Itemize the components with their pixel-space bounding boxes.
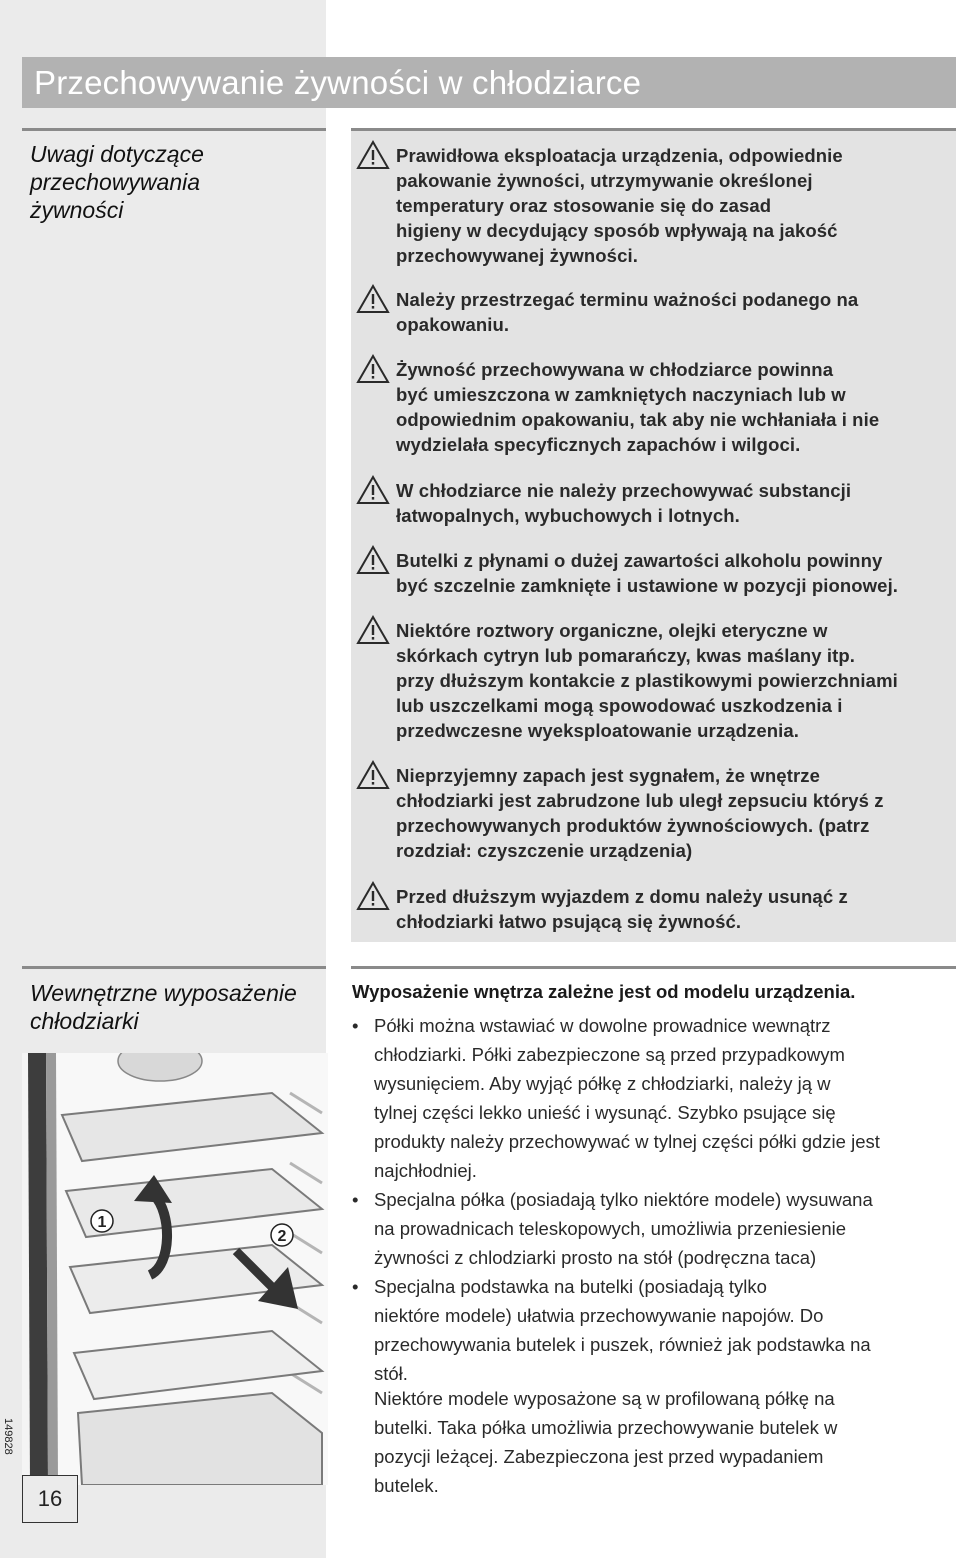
equipment-lead-text: Wyposażenie wnętrza zależne jest od modelu urządzenia. xyxy=(352,981,856,1002)
warning-line: przy dłuższym kontakcie z plastikowymi powierzchniami xyxy=(396,670,898,691)
warning-triangle-icon xyxy=(356,475,396,528)
warning-text xyxy=(396,884,848,934)
warning-line: W chłodziarce nie należy przechowywać substancji xyxy=(396,480,852,501)
warning-line: przechowywanej żywności. xyxy=(396,245,638,266)
warning-item xyxy=(356,478,946,528)
warning-line: przechowywanych produktów żywnościowych. (patrz xyxy=(396,815,870,836)
equipment-bullet-list xyxy=(352,1011,952,1388)
warning-line: higieny w decydujący sposób wpływają na jakość xyxy=(396,220,838,241)
warning-line: temperatury oraz stosowanie się do zasad xyxy=(396,195,772,216)
warning-triangle-icon xyxy=(356,760,396,863)
bullet-line: tylnej części lekko unieść i wysunąć. Szybko psujące się xyxy=(374,1102,836,1123)
bullet-item xyxy=(352,1011,952,1185)
warning-text xyxy=(396,287,858,337)
warning-line: Niektóre roztwory organiczne, olejki eteryczne w xyxy=(396,620,828,641)
bullet-item xyxy=(352,1272,952,1388)
bullet-item xyxy=(352,1185,952,1272)
warning-line: pakowanie żywności, utrzymywanie określonej xyxy=(396,170,813,191)
bullet-line: wysunięciem. Aby wyjąć półkę z chłodziarki, należy ją w xyxy=(374,1073,831,1094)
warning-item xyxy=(356,287,946,337)
warning-line: Należy przestrzegać terminu ważności podanego na xyxy=(396,289,859,310)
warning-line: rozdział: czyszczenie urządzenia) xyxy=(396,840,693,861)
warning-triangle-icon xyxy=(356,354,396,457)
warning-triangle-icon xyxy=(356,881,396,934)
bullet-line: na prowadnicach teleskopowych, umożliwia przeniesienie xyxy=(374,1218,847,1239)
bullet-line: Specjalna półka (posiadają tylko niektóre modele) wysuwana xyxy=(374,1189,873,1210)
heading-line: Uwagi dotyczące xyxy=(30,141,204,167)
svg-text:1: 1 xyxy=(97,1214,107,1231)
warning-item xyxy=(356,143,946,268)
warning-line: być umieszczona w zamkniętych naczyniach lub w xyxy=(396,384,846,405)
heading-line: żywności xyxy=(30,197,124,223)
door-edge xyxy=(28,1053,48,1485)
bullet-line: stół. xyxy=(374,1363,408,1384)
warning-line: chłodziarki jest zabrudzone lub uległ zepsuciu któryś z xyxy=(396,790,884,811)
warning-line: przedwczesne wyeksploatowanie urządzenia. xyxy=(396,720,800,741)
bottle-shelf-note xyxy=(374,1384,934,1500)
section-rule-right-2 xyxy=(351,966,956,969)
note-line: pozycji leżącej. Zabezpieczona jest przed wypadaniem xyxy=(374,1446,824,1467)
callout-2 xyxy=(271,1224,293,1246)
note-line: butelek. xyxy=(374,1475,439,1496)
warning-text xyxy=(396,548,898,598)
bullet-line: Półki można wstawiać w dowolne prowadnice wewnątrz xyxy=(374,1015,831,1036)
warning-line: łatwopalnych, wybuchowych i lotnych. xyxy=(396,505,740,526)
bullet-dot: • xyxy=(352,1015,359,1036)
warning-line: być szczelnie zamknięte i ustawione w pozycji pionowej. xyxy=(396,575,899,596)
warning-line: wydzielała specyficznych zapachów i wilgoci. xyxy=(396,434,801,455)
note-line: Niektóre modele wyposażone są w profilowaną półkę na xyxy=(374,1388,835,1409)
warning-line: odpowiednim opakowaniu, tak aby nie wchłaniała i nie xyxy=(396,409,880,430)
heading-line: chłodziarki xyxy=(30,1008,139,1034)
warning-text xyxy=(396,143,843,268)
warning-line: Przed dłuższym wyjazdem z domu należy usunąć z xyxy=(396,886,848,907)
warning-line: lub uszczelkami mogą spowodować uszkodzenia i xyxy=(396,695,843,716)
warning-triangle-icon xyxy=(356,615,396,743)
section-heading-storage-notes xyxy=(30,140,204,224)
section-rule-left xyxy=(22,128,326,131)
document-code: 149828 xyxy=(2,1418,14,1455)
warning-line: Butelki z płynami o dużej zawartości alkoholu powinny xyxy=(396,550,883,571)
bullet-dot: • xyxy=(352,1276,359,1297)
heading-line: Wewnętrzne wyposażenie xyxy=(30,980,297,1006)
bullet-dot: • xyxy=(352,1189,359,1210)
warning-text xyxy=(396,478,851,528)
warning-item xyxy=(356,357,946,457)
warning-line: Prawidłowa eksploatacja urządzenia, odpowiednie xyxy=(396,145,843,166)
bullet-line: chłodziarki. Półki zabezpieczone są przed przypadkowym xyxy=(374,1044,845,1065)
note-line: butelki. Taka półka umożliwia przechowywanie butelek w xyxy=(374,1417,838,1438)
warning-line: Żywność przechowywana w chłodziarce powinna xyxy=(396,359,834,380)
warning-item xyxy=(356,548,946,598)
fridge-interior-illustration xyxy=(22,1053,328,1485)
warning-line: Nieprzyjemny zapach jest sygnałem, że wnętrze xyxy=(396,765,820,786)
warning-triangle-icon xyxy=(356,284,396,337)
page-number: 16 xyxy=(22,1475,78,1523)
warning-line: chłodziarki łatwo psującą się żywność. xyxy=(396,911,742,932)
callout-1 xyxy=(91,1210,113,1232)
section-heading-interior-equipment xyxy=(30,979,297,1035)
warning-text xyxy=(396,763,884,863)
warning-triangle-icon xyxy=(356,140,396,268)
bullet-line: żywności z chlodziarki prosto na stół (podręczna taca) xyxy=(374,1247,817,1268)
bullet-line: Specjalna podstawka na butelki (posiadają tylko xyxy=(374,1276,767,1297)
bullet-line: produkty należy przechowywać w tylnej części półki gdzie jest xyxy=(374,1131,880,1152)
warning-text xyxy=(396,357,879,457)
warning-item xyxy=(356,763,946,863)
bullet-line: najchłodniej. xyxy=(374,1160,477,1181)
warning-text xyxy=(396,618,898,743)
bullet-line: przechowywania butelek i puszek, również jak podstawka na xyxy=(374,1334,871,1355)
warning-line: skórkach cytryn lub pomarańczy, kwas maślany itp. xyxy=(396,645,856,666)
bullet-line: niektóre modele) ułatwia przechowywanie napojów. Do xyxy=(374,1305,824,1326)
warning-item xyxy=(356,884,946,934)
warning-line: opakowaniu. xyxy=(396,314,510,335)
warning-item xyxy=(356,618,946,743)
warning-triangle-icon xyxy=(356,545,396,598)
title-bar xyxy=(22,57,956,108)
heading-line: przechowywania xyxy=(30,169,201,195)
page-title: Przechowywanie żywności w chłodziarce xyxy=(34,63,642,101)
section-rule-left-2 xyxy=(22,966,326,969)
svg-text:2: 2 xyxy=(277,1228,287,1245)
